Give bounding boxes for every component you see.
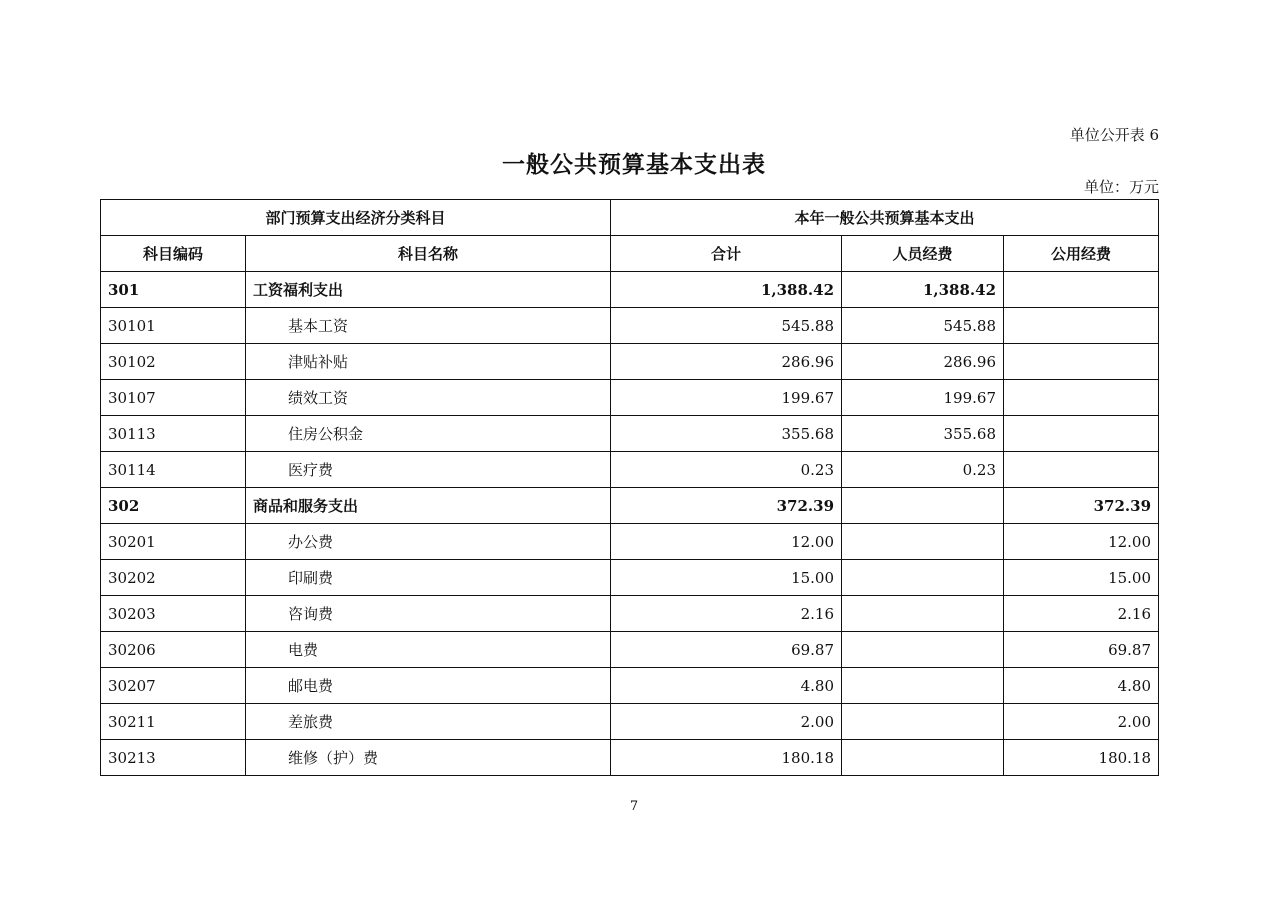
- cell-total: 1,388.42: [611, 272, 842, 308]
- cell-name: 住房公积金: [246, 416, 611, 452]
- cell-code: 30201: [101, 524, 246, 560]
- table-group-header-row: [101, 200, 1159, 236]
- table-row: [101, 668, 1159, 704]
- cell-public: [1004, 380, 1159, 416]
- cell-total: 372.39: [611, 488, 842, 524]
- cell-public: 180.18: [1004, 740, 1159, 776]
- column-header-personnel: 人员经费: [842, 236, 1004, 272]
- cell-personnel: [842, 668, 1004, 704]
- cell-name: 印刷费: [246, 560, 611, 596]
- cell-personnel: [842, 740, 1004, 776]
- table-row: [101, 704, 1159, 740]
- cell-code: 30213: [101, 740, 246, 776]
- group-header-classification: 部门预算支出经济分类科目: [101, 200, 611, 236]
- cell-total: 286.96: [611, 344, 842, 380]
- cell-total: 4.80: [611, 668, 842, 704]
- group-header-expenditure: 本年一般公共预算基本支出: [611, 200, 1159, 236]
- cell-personnel: 355.68: [842, 416, 1004, 452]
- cell-total: 355.68: [611, 416, 842, 452]
- cell-name: 绩效工资: [246, 380, 611, 416]
- cell-name: 医疗费: [246, 452, 611, 488]
- cell-code: 301: [101, 272, 246, 308]
- page-number: 7: [629, 799, 639, 814]
- cell-personnel: [842, 524, 1004, 560]
- cell-personnel: 286.96: [842, 344, 1004, 380]
- cell-name: 商品和服务支出: [246, 488, 611, 524]
- cell-name: 邮电费: [246, 668, 611, 704]
- cell-name: 办公费: [246, 524, 611, 560]
- cell-personnel: 199.67: [842, 380, 1004, 416]
- table-row: [101, 416, 1159, 452]
- cell-name: 工资福利支出: [246, 272, 611, 308]
- cell-code: 30211: [101, 704, 246, 740]
- cell-personnel: 545.88: [842, 308, 1004, 344]
- cell-total: 180.18: [611, 740, 842, 776]
- cell-total: 69.87: [611, 632, 842, 668]
- cell-public: 12.00: [1004, 524, 1159, 560]
- column-header-code: 科目编码: [101, 236, 246, 272]
- cell-total: 2.00: [611, 704, 842, 740]
- table-row: [101, 560, 1159, 596]
- table-row: [101, 740, 1159, 776]
- table-row: [101, 380, 1159, 416]
- table-row: [101, 596, 1159, 632]
- cell-public: [1004, 344, 1159, 380]
- cell-name: 电费: [246, 632, 611, 668]
- table-row: [101, 452, 1159, 488]
- table-row: [101, 272, 1159, 308]
- cell-total: 199.67: [611, 380, 842, 416]
- cell-personnel: 0.23: [842, 452, 1004, 488]
- cell-public: [1004, 416, 1159, 452]
- cell-name: 基本工资: [246, 308, 611, 344]
- cell-code: 302: [101, 488, 246, 524]
- unit-label: 单位：万元: [1083, 178, 1159, 196]
- cell-public: [1004, 308, 1159, 344]
- column-header-total: 合计: [611, 236, 842, 272]
- table-row: [101, 524, 1159, 560]
- form-number-label: 单位公开表 6: [1069, 126, 1159, 144]
- cell-code: 30114: [101, 452, 246, 488]
- table-row: [101, 488, 1159, 524]
- cell-personnel: 1,388.42: [842, 272, 1004, 308]
- cell-public: 15.00: [1004, 560, 1159, 596]
- cell-name: 维修（护）费: [246, 740, 611, 776]
- cell-total: 2.16: [611, 596, 842, 632]
- cell-total: 0.23: [611, 452, 842, 488]
- cell-personnel: [842, 704, 1004, 740]
- cell-code: 30101: [101, 308, 246, 344]
- column-header-public: 公用经费: [1004, 236, 1159, 272]
- cell-public: 69.87: [1004, 632, 1159, 668]
- table-row: [101, 308, 1159, 344]
- table-row: [101, 632, 1159, 668]
- page-title: 一般公共预算基本支出表: [502, 151, 766, 178]
- column-header-name: 科目名称: [246, 236, 611, 272]
- budget-table: [100, 199, 1159, 776]
- cell-public: 2.16: [1004, 596, 1159, 632]
- cell-public: 2.00: [1004, 704, 1159, 740]
- cell-code: 30203: [101, 596, 246, 632]
- table-row: [101, 344, 1159, 380]
- cell-code: 30113: [101, 416, 246, 452]
- cell-name: 津贴补贴: [246, 344, 611, 380]
- cell-code: 30207: [101, 668, 246, 704]
- table-column-header-row: [101, 236, 1159, 272]
- cell-code: 30202: [101, 560, 246, 596]
- cell-personnel: [842, 632, 1004, 668]
- cell-personnel: [842, 560, 1004, 596]
- cell-public: [1004, 452, 1159, 488]
- cell-personnel: [842, 488, 1004, 524]
- cell-public: 372.39: [1004, 488, 1159, 524]
- cell-total: 12.00: [611, 524, 842, 560]
- cell-name: 差旅费: [246, 704, 611, 740]
- cell-public: [1004, 272, 1159, 308]
- cell-total: 545.88: [611, 308, 842, 344]
- cell-code: 30102: [101, 344, 246, 380]
- cell-public: 4.80: [1004, 668, 1159, 704]
- cell-name: 咨询费: [246, 596, 611, 632]
- cell-personnel: [842, 596, 1004, 632]
- cell-code: 30206: [101, 632, 246, 668]
- cell-code: 30107: [101, 380, 246, 416]
- cell-total: 15.00: [611, 560, 842, 596]
